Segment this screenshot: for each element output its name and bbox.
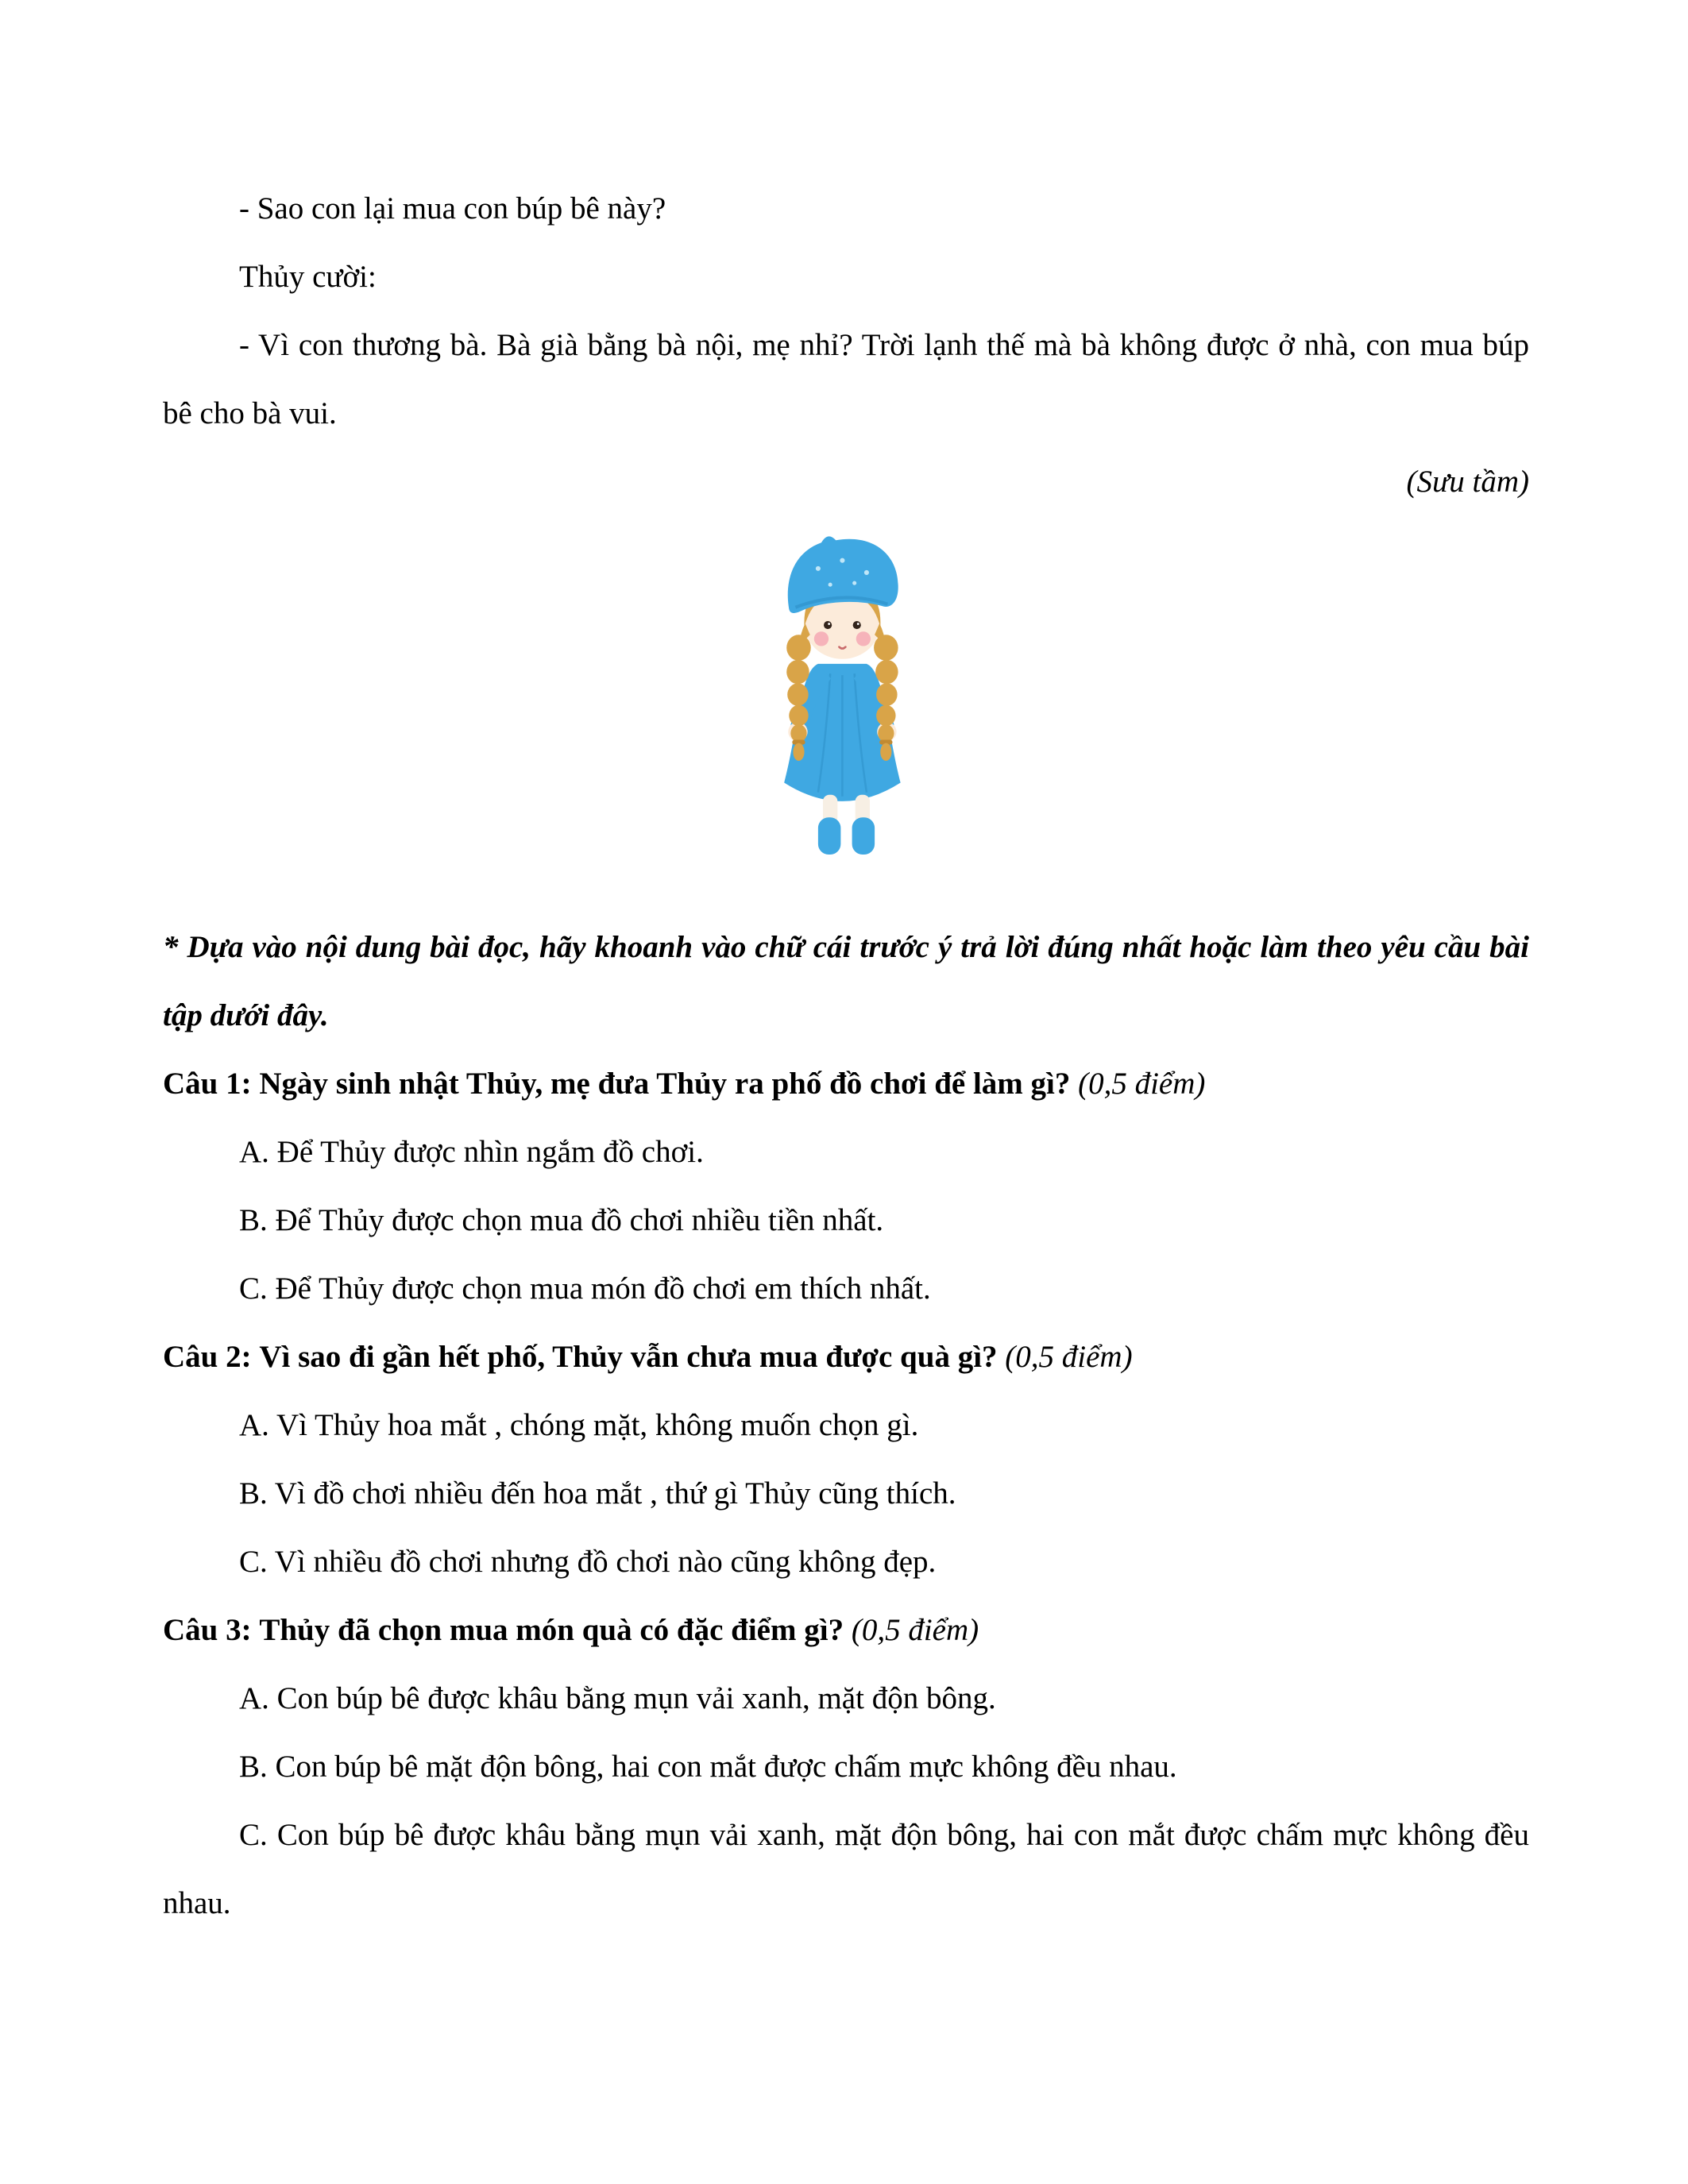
dialogue-line-3: - Vì con thương bà. Bà già bằng bà nội, mẹ nhỉ? Trời lạnh thế mà bà không được ở nhà, con mua búp bê cho bà vui. <box>163 328 1529 430</box>
question-1-points: (0,5 điểm) <box>1078 1067 1206 1101</box>
question-2-prompt: Vì sao đi gần hết phố, Thủy vẫn chưa mua được quà gì? <box>259 1340 998 1374</box>
question-2-points: (0,5 điểm) <box>1005 1340 1133 1374</box>
question-1-option-b: B. Để Thủy được chọn mua đồ chơi nhiều tiền nhất. <box>239 1203 884 1237</box>
doll-image <box>753 528 940 901</box>
question-3-option-a: A. Con búp bê được khâu bằng mụn vải xanh, mặt độn bông. <box>239 1681 996 1715</box>
question-1-option-a: A. Để Thủy được nhìn ngắm đồ chơi. <box>239 1135 704 1169</box>
dialogue-line-1: - Sao con lại mua con búp bê này? <box>239 191 666 226</box>
question-1-prompt: Ngày sinh nhật Thủy, mẹ đưa Thủy ra phố đồ chơi để làm gì? <box>259 1067 1071 1101</box>
question-1-label: Câu 1: <box>163 1067 252 1101</box>
dialogue-line-2: Thủy cười: <box>239 260 377 294</box>
instruction-text: * Dựa vào nội dung bài đọc, hãy khoanh vào chữ cái trước ý trả lời đúng nhất hoặc làm theo yêu cầu bài tập dưới đây. <box>163 930 1529 1032</box>
question-2-option-a: A. Vì Thủy hoa mắt , chóng mặt, không muốn chọn gì. <box>239 1408 919 1442</box>
question-3-option-b: B. Con búp bê mặt độn bông, hai con mắt được chấm mực không đều nhau. <box>239 1750 1177 1784</box>
question-2-option-b: B. Vì đồ chơi nhiều đến hoa mắt , thứ gì Thủy cũng thích. <box>239 1476 956 1511</box>
question-2-option-c: C. Vì nhiều đồ chơi nhưng đồ chơi nào cũng không đẹp. <box>239 1545 937 1579</box>
question-3-heading <box>163 1596 1529 1665</box>
question-3-option-c: C. Con búp bê được khâu bằng mụn vải xanh, mặt độn bông, hai con mắt được chấm mực không đều nhau. <box>163 1818 1529 1920</box>
question-3-label: Câu 3: <box>163 1613 252 1647</box>
question-3-prompt: Thủy đã chọn mua món quà có đặc điểm gì? <box>259 1613 844 1647</box>
question-1-option-c: C. Để Thủy được chọn mua món đồ chơi em thích nhất. <box>239 1271 931 1306</box>
source-attribution: (Sưu tầm) <box>1406 465 1529 499</box>
question-2-heading <box>163 1323 1529 1391</box>
question-2-label: Câu 2: <box>163 1340 252 1374</box>
question-1-heading <box>163 1050 1529 1118</box>
doll-figure <box>163 528 1529 901</box>
question-3-points: (0,5 điểm) <box>851 1613 979 1647</box>
